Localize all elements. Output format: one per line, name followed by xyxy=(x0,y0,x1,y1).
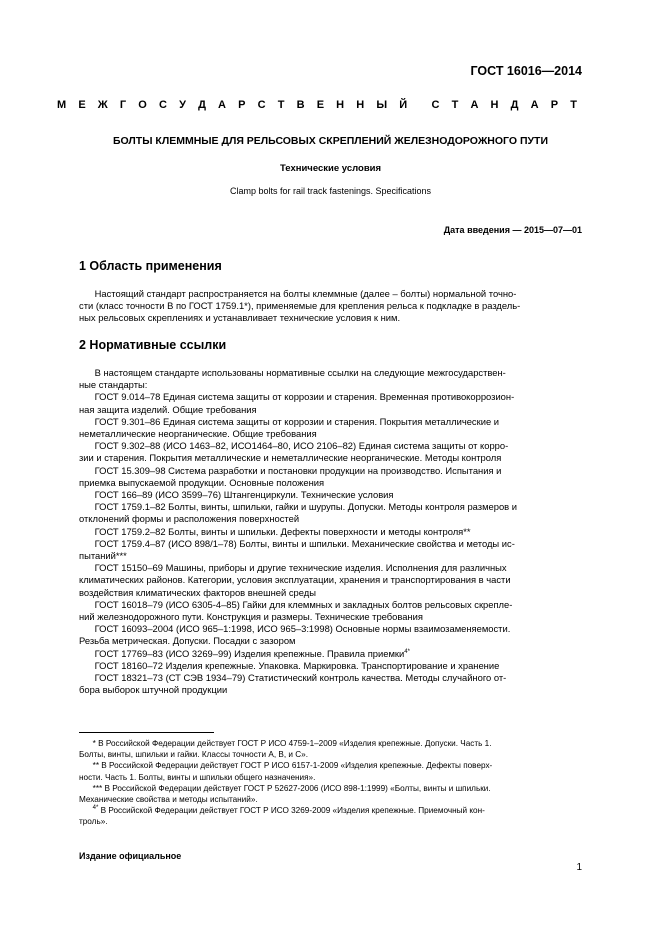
banner-letter: Р xyxy=(550,99,559,111)
body-line-text: ГОСТ 1759.1–82 Болты, винты, шпильки, гайки и шурупы. Допуски. Методы контроля размеров и xyxy=(79,501,517,513)
body-line xyxy=(79,513,582,525)
body-line-text: ГОСТ 18321–73 (СТ СЭВ 1934–79) Статистический контроль качества. Методы случайного от- xyxy=(79,672,507,684)
banner-letter: С xyxy=(257,99,266,111)
footnote-line: Механические свойства и методы испытаний». xyxy=(79,795,258,805)
body-line xyxy=(79,452,582,464)
interstate-standard-banner xyxy=(57,99,577,111)
banner-letter: А xyxy=(218,99,226,111)
banner-letter: Т xyxy=(570,99,577,111)
body-line xyxy=(79,611,582,623)
banner-letter: М xyxy=(57,99,67,111)
body-line-text: ГОСТ 15.309–98 Система разработки и постановки продукции на производство. Испытания и xyxy=(79,464,502,476)
body-line-text: ГОСТ 1759.2–82 Болты, винты и шпильки. Дефекты поверхности и методы контроля** xyxy=(79,525,471,537)
section-2-heading: 2 Нормативные ссылки xyxy=(79,338,227,352)
body-line xyxy=(79,367,582,379)
banner-letter: Д xyxy=(198,99,206,111)
footnote-line: ** В Российской Федерации действует ГОСТ Р ИСО 6157-1-2009 «Изделия крепежные. Дефекты поверх- xyxy=(79,761,493,771)
body-line-text: ГОСТ 9.014–78 Единая система защиты от коррозии и старения. Временная противокоррозион- xyxy=(79,391,515,403)
banner-letter: Р xyxy=(238,99,246,111)
body-line xyxy=(79,599,582,611)
body-line-text: зии и старения. Покрытия металлические и неметаллические неорганические. Методы контроля xyxy=(79,452,502,464)
body-line-text: бора выборок штучной продукции xyxy=(79,684,228,696)
document-title: БОЛТЫ КЛЕММНЫЕ ДЛЯ РЕЛЬСОВЫХ СКРЕПЛЕНИЙ ЖЕЛЕЗНОДОРОЖНОГО ПУТИ xyxy=(112,135,548,147)
banner-letter: С xyxy=(431,99,440,111)
banner-letter: В xyxy=(296,99,305,111)
banner-letter: Г xyxy=(119,99,127,111)
footnote-4-reference: 4* xyxy=(404,648,410,655)
body-line xyxy=(79,660,582,672)
body-line-text: ГОСТ 1759.4–87 (ИСО 898/1–78) Болты, винты и шпильки. Механические свойства и методы ис- xyxy=(79,537,515,549)
body-line xyxy=(79,526,582,538)
body-line xyxy=(79,416,582,428)
banner-letter: Ж xyxy=(97,99,108,111)
body-line xyxy=(79,501,582,513)
body-line-text: климатических районов. Категории, условия эксплуатации, хранения и транспортирования в части xyxy=(79,574,511,586)
body-line-text: отклонений формы и расположения поверхностей xyxy=(79,513,300,525)
body-line-text: ная защита изделий. Общие требования xyxy=(79,403,257,415)
banner-letter: Ы xyxy=(376,99,388,111)
footnote-4-marker: 4* xyxy=(92,805,99,812)
body-line: сти (класс точности В по ГОСТ 1759.1*), применяемые для крепления рельса к подкладке в раздель- xyxy=(79,300,521,312)
body-line xyxy=(79,489,582,501)
body-line-text: ГОСТ 17769–83 (ИСО 3269–99) Изделия крепежные. Правила приемки xyxy=(79,647,405,659)
body-line-text: ГОСТ 9.302–88 (ИСО 1463–82, ИСО1464–80, ИСО 2106–82) Единая система защиты от корро- xyxy=(79,440,509,452)
body-line xyxy=(79,404,582,416)
banner-letter: У xyxy=(179,99,186,111)
body-line xyxy=(79,391,582,403)
banner-letter: Н xyxy=(490,99,499,111)
document-subtitle: Технические условия xyxy=(279,163,382,174)
body-line-text: ГОСТ 18160–72 Изделия крепежные. Упаковка. Маркировка. Транспортирование и хранение xyxy=(79,659,500,671)
official-edition-label: Издание официальное xyxy=(79,851,182,861)
body-line-text: ГОСТ 9.301–86 Единая система защиты от коррозии и старения. Покрытия металлические и xyxy=(79,415,500,427)
body-line xyxy=(79,587,582,599)
body-line-text: ные стандарты: xyxy=(79,379,148,391)
banner-letter: А xyxy=(470,99,479,111)
banner-letter: С xyxy=(158,99,167,111)
body-line xyxy=(79,440,582,452)
footnotes xyxy=(79,738,582,828)
body-line xyxy=(79,379,582,391)
body-line xyxy=(79,538,582,550)
footnote-line: * В Российской Федерации действует ГОСТ Р ИСО 4759-1–2009 «Изделия крепежные. Допуски. Часть 1. xyxy=(79,739,492,748)
footnote-line xyxy=(79,805,582,816)
body-line xyxy=(79,477,582,489)
banner-letter: Д xyxy=(510,99,519,111)
banner-letter: Т xyxy=(451,99,459,111)
footnote-line: *** В Российской Федерации действует ГОСТ Р 52627-2006 (ИСО 898-1:1999) «Болты, винты и шпильки. xyxy=(79,783,491,793)
banner-letter: Н xyxy=(356,99,365,111)
body-line: ных рельсовых скреплениях и устанавливает технические условия к ним. xyxy=(79,312,401,324)
body-line-text: Резьба метрическая. Допуски. Посадки с зазором xyxy=(79,635,296,647)
body-line xyxy=(79,428,582,440)
section-1-heading: 1 Область применения xyxy=(79,259,222,273)
banner-letter: Й xyxy=(399,99,408,111)
footnote-separator xyxy=(79,732,214,733)
body-line-text: В настоящем стандарте использованы нормативные ссылки на следующие межгосударствен- xyxy=(79,367,506,378)
body-line xyxy=(79,562,582,574)
body-line: Настоящий стандарт распространяется на болты клеммные (далее – болты) нормальной точно- xyxy=(79,288,517,299)
body-line xyxy=(79,465,582,477)
page-number: 1 xyxy=(576,862,582,873)
body-line xyxy=(79,623,582,635)
banner-letter: Т xyxy=(277,99,285,111)
body-line-text: приемка выпускаемой продукции. Основные положения xyxy=(79,476,325,488)
english-title: Clamp bolts for rail track fastenings. Specifications xyxy=(229,186,432,196)
body-line-text: неметаллические неорганические. Общие требования xyxy=(79,428,317,440)
banner-letter: Е xyxy=(78,99,86,111)
banner-letter: Н xyxy=(336,99,345,111)
section-2-body xyxy=(79,367,582,696)
body-line xyxy=(79,574,582,586)
banner-letter: А xyxy=(530,99,539,111)
body-line-text: ГОСТ 16018–79 (ИСО 6305-4–85) Гайки для клеммных и закладных болтов рельсовых скрепле- xyxy=(79,598,513,610)
standard-code: ГОСТ 16016—2014 xyxy=(470,64,582,78)
body-line xyxy=(79,635,582,647)
body-line-text: ГОСТ 166–89 (ИСО 3599–76) Штангенциркули. Технические условия xyxy=(79,489,394,501)
footnote-4-text: В Российской Федерации действует ГОСТ Р ИСО 3269-2009 «Изделия крепежные. Приемочный кон- xyxy=(98,806,485,816)
footnote-line: троль». xyxy=(79,817,108,827)
body-line xyxy=(79,684,582,696)
introduction-date: Дата введения — 2015—07—01 xyxy=(443,225,582,235)
body-line xyxy=(79,550,582,562)
body-line xyxy=(79,648,582,660)
footnote-line: Болты, винты, шпильки и гайки. Классы точности A, B, и C». xyxy=(79,750,308,760)
body-line-text: воздействия климатических факторов внешней среды xyxy=(79,586,316,598)
banner-letter: Е xyxy=(316,99,325,111)
body-line xyxy=(79,672,582,684)
section-1-body xyxy=(79,288,582,325)
body-line-text: ГОСТ 15150–69 Машины, приборы и другие технические изделия. Исполнения для различных xyxy=(79,562,507,574)
banner-letter: О xyxy=(138,99,147,111)
footnote-line: ности. Часть 1. Болты, винты и шпильки общего назначения». xyxy=(79,772,316,782)
body-line-text: пытаний*** xyxy=(79,550,127,562)
body-line-text: ний железнодорожного пути. Конструкция и размеры. Технические требования xyxy=(79,611,423,623)
body-line-text: ГОСТ 16093–2004 (ИСО 965–1:1998, ИСО 965–3:1998) Основные нормы взаимозаменяемости. xyxy=(79,623,511,635)
